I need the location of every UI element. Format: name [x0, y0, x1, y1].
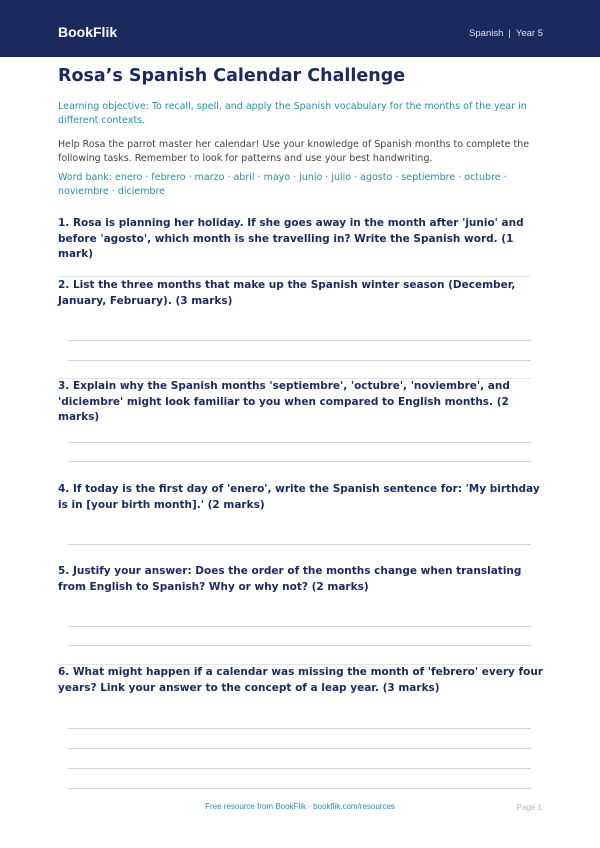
learning-objective: Learning objective: To recall, spell, and apply the Spanish vocabulary for the months of the year in different contexts. — [58, 101, 527, 126]
page-title: Rosa’s Spanish Calendar Challenge — [58, 66, 406, 86]
answer-line[interactable] — [68, 768, 531, 769]
answer-line[interactable] — [68, 788, 531, 789]
page-number: Page 1 — [516, 803, 542, 812]
answer-line[interactable] — [68, 626, 531, 627]
question-3: 3. Explain why the Spanish months 'septiembre', 'octubre', 'noviembre', and 'diciembre' might look familiar to you when compared to English months. (2 marks) — [58, 380, 510, 423]
footer-link[interactable]: Free resource from BookFlik · bookflik.com/resources — [205, 802, 395, 811]
answer-line[interactable] — [68, 645, 531, 646]
question-2: 2. List the three months that make up the Spanish winter season (December, January, February). (3 marks) — [58, 279, 516, 307]
answer-line[interactable] — [68, 461, 531, 462]
question-5: 5. Justify your answer: Does the order of the months change when translating from English to Spanish? Why or why not? (2 marks) — [58, 565, 522, 593]
brand-logo-text[interactable]: BookFlik — [58, 24, 118, 40]
question-6: 6. What might happen if a calendar was missing the month of 'febrero' every four years? Link your answer to the concept of a leap year. (3 marks) — [58, 666, 543, 694]
meta-separator: | — [508, 28, 511, 39]
answer-line[interactable] — [68, 442, 531, 443]
subject-label: Spanish — [469, 28, 504, 39]
header-bar — [0, 0, 600, 57]
question-4: 4. If today is the first day of 'enero', write the Spanish sentence for: 'My birthday is in [your birth month].' (2 marks) — [58, 483, 540, 511]
year-label: Year 5 — [515, 28, 543, 39]
header-meta — [469, 28, 543, 39]
word-bank: Word bank: enero · febrero · marzo · abril · mayo · junio · julio · agosto · septiembre · octubre · noviembre · diciembre — [58, 172, 507, 197]
answer-line[interactable] — [68, 340, 531, 341]
section-divider — [58, 276, 531, 277]
answer-line[interactable] — [68, 360, 531, 361]
answer-line[interactable] — [68, 748, 531, 749]
question-1: 1. Rosa is planning her holiday. If she goes away in the month after 'junio' and before 'agosto', which month is she travelling in? Write the Spanish word. (1 mark) — [58, 217, 524, 260]
answer-line[interactable] — [68, 544, 531, 545]
answer-line[interactable] — [68, 728, 531, 729]
intro-text: Help Rosa the parrot master her calendar! Use your knowledge of Spanish months to complete the following tasks. Remember to look for patterns and use your best handwriting. — [58, 139, 530, 164]
